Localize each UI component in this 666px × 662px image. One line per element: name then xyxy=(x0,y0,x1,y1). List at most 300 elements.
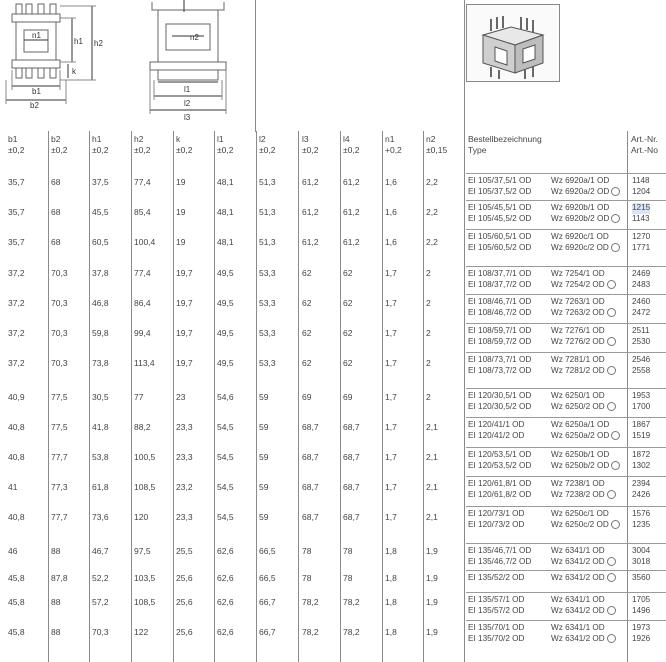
table-cell-k: 19,7 xyxy=(176,328,193,338)
type-designation: EI 135/57/2 OD xyxy=(468,605,525,615)
table-cell-n2: 2,2 xyxy=(426,237,438,247)
article-number[interactable]: 1576 xyxy=(632,509,651,518)
table-cell-n1: 1,7 xyxy=(385,268,397,278)
table-cell-l3: 61,2 xyxy=(302,177,319,187)
type-designation: EI 120/41/1 OD xyxy=(468,420,525,429)
table-cell-k: 25,5 xyxy=(176,546,193,556)
table-cell-l1: 62,6 xyxy=(217,597,234,607)
table-cell-h2: 100,4 xyxy=(134,237,156,247)
table-cell-b1: 37,2 xyxy=(8,298,25,308)
table-cell-h1: 57,2 xyxy=(92,597,109,607)
article-number[interactable]: 1973 xyxy=(632,623,651,632)
table-cell-b2: 88 xyxy=(51,597,61,607)
tool-designation: Wz 6341/2 OD xyxy=(551,606,616,617)
table-cell-l2: 59 xyxy=(259,452,269,462)
table-cell-l4: 68,7 xyxy=(343,512,360,522)
article-number[interactable]: 1215 xyxy=(632,203,651,212)
tool-designation: Wz 6920b/1 OD xyxy=(551,203,610,212)
table-cell-b1: 46 xyxy=(8,546,18,556)
article-number[interactable]: 2394 xyxy=(632,479,651,488)
table-cell-l2: 59 xyxy=(259,422,269,432)
table-cell-l1: 54,5 xyxy=(217,452,234,462)
row-separator xyxy=(466,592,666,593)
article-number[interactable]: 2511 xyxy=(632,326,650,335)
row-separator xyxy=(466,294,666,295)
type-designation: EI 108/37,7/2 OD xyxy=(468,279,532,289)
table-cell-l4: 78 xyxy=(343,573,353,583)
article-number[interactable]: 1143 xyxy=(632,213,650,223)
article-number[interactable]: 1148 xyxy=(632,176,650,185)
note-badge-icon xyxy=(611,187,620,196)
table-cell-l1: 62,6 xyxy=(217,546,234,556)
table-cell-h2: 122 xyxy=(134,627,149,637)
table-cell-h1: 46,7 xyxy=(92,546,109,556)
article-number[interactable]: 1204 xyxy=(632,186,651,196)
table-cell-n1: 1,7 xyxy=(385,358,397,368)
table-cell-h1: 45,5 xyxy=(92,207,109,217)
article-number[interactable]: 2558 xyxy=(632,365,651,375)
bobbin-side-view-drawing xyxy=(144,0,234,124)
table-cell-h1: 61,8 xyxy=(92,482,109,492)
table-cell-b2: 88 xyxy=(51,546,61,556)
table-cell-l4: 61,2 xyxy=(343,207,360,217)
column-tolerance: ±0,2 xyxy=(176,145,193,155)
table-cell-l3: 78,2 xyxy=(302,627,319,637)
article-number[interactable]: 2460 xyxy=(632,297,651,306)
note-badge-icon xyxy=(611,243,620,252)
diagram-label-k: k xyxy=(72,67,76,76)
note-badge-icon xyxy=(607,606,616,615)
column-header-n2 xyxy=(426,134,447,156)
table-cell-h2: 77,4 xyxy=(134,268,151,278)
column-divider xyxy=(89,131,90,662)
table-cell-n1: 1,8 xyxy=(385,546,397,556)
note-badge-icon xyxy=(607,490,616,499)
column-symbol: l2 xyxy=(259,134,266,144)
article-number[interactable]: 1953 xyxy=(632,391,651,400)
type-designation: EI 120/61,8/1 OD xyxy=(468,479,532,488)
table-cell-h1: 60,5 xyxy=(92,237,109,247)
table-cell-l1: 49,5 xyxy=(217,328,234,338)
type-designation: EI 135/70/2 OD xyxy=(468,633,525,643)
article-number[interactable]: 1496 xyxy=(632,605,651,615)
column-divider xyxy=(464,0,465,662)
type-designation: EI 105/60,5/2 OD xyxy=(468,242,532,252)
table-cell-l1: 48,1 xyxy=(217,177,234,187)
type-designation: EI 105/37,5/1 OD xyxy=(468,176,532,185)
diagram-label-l3: l3 xyxy=(184,113,191,122)
table-cell-l4: 62 xyxy=(343,268,353,278)
column-divider xyxy=(340,131,341,662)
table-cell-l3: 61,2 xyxy=(302,207,319,217)
table-cell-h1: 37,8 xyxy=(92,268,109,278)
column-tolerance: ±0,2 xyxy=(259,145,276,155)
table-cell-h1: 73,6 xyxy=(92,512,109,522)
column-header-l4 xyxy=(343,134,359,156)
table-cell-h1: 59,8 xyxy=(92,328,109,338)
note-badge-icon xyxy=(607,634,616,643)
tool-designation: Wz 6250c/2 OD xyxy=(551,520,620,531)
tool-designation: Wz 6920c/1 OD xyxy=(551,232,609,241)
table-cell-n2: 2,1 xyxy=(426,452,438,462)
note-badge-icon xyxy=(607,573,616,582)
column-symbol: k xyxy=(176,134,181,144)
table-cell-h1: 30,5 xyxy=(92,392,109,402)
type-designation: EI 135/70/1 OD xyxy=(468,623,525,632)
tool-designation: Wz 6920b/2 OD xyxy=(551,214,620,225)
table-cell-l1: 62,6 xyxy=(217,573,234,583)
tool-designation: Wz 6250a/2 OD xyxy=(551,431,620,442)
type-designation: EI 120/53,5/2 OD xyxy=(468,460,532,470)
article-number[interactable]: 1519 xyxy=(632,430,651,440)
drawing-divider xyxy=(255,0,256,132)
row-separator xyxy=(466,543,666,544)
type-designation: EI 105/37,5/2 OD xyxy=(468,186,532,196)
table-cell-n2: 2,1 xyxy=(426,482,438,492)
column-tolerance: ±0,2 xyxy=(217,145,234,155)
note-badge-icon xyxy=(611,431,620,440)
table-cell-h1: 37,5 xyxy=(92,177,109,187)
table-cell-n2: 2 xyxy=(426,358,431,368)
type-designation: EI 120/73/2 OD xyxy=(468,519,525,529)
table-cell-b2: 70,3 xyxy=(51,268,68,278)
table-cell-l4: 78,2 xyxy=(343,597,360,607)
table-cell-l2: 53,3 xyxy=(259,298,276,308)
table-cell-b2: 70,3 xyxy=(51,358,68,368)
table-cell-b2: 77,7 xyxy=(51,452,68,462)
article-number[interactable]: 2483 xyxy=(632,279,651,289)
table-cell-l4: 69 xyxy=(343,392,353,402)
table-cell-l1: 48,1 xyxy=(217,207,234,217)
table-cell-b1: 35,7 xyxy=(8,207,25,217)
table-cell-l3: 69 xyxy=(302,392,312,402)
type-designation: EI 135/57/1 OD xyxy=(468,595,525,604)
type-designation: EI 120/41/2 OD xyxy=(468,430,525,440)
row-separator xyxy=(466,570,666,571)
table-cell-k: 23,3 xyxy=(176,452,193,462)
column-symbol: n1 xyxy=(385,134,395,144)
table-cell-n1: 1,6 xyxy=(385,237,397,247)
table-cell-l1: 54,5 xyxy=(217,512,234,522)
table-cell-b1: 40,8 xyxy=(8,512,25,522)
column-tolerance: ±0,2 xyxy=(302,145,319,155)
table-cell-l4: 62 xyxy=(343,358,353,368)
table-cell-l1: 49,5 xyxy=(217,268,234,278)
table-cell-h1: 46,8 xyxy=(92,298,109,308)
table-cell-n1: 1,7 xyxy=(385,512,397,522)
table-cell-l2: 59 xyxy=(259,512,269,522)
article-number[interactable]: 1270 xyxy=(632,232,651,241)
column-tolerance: ±0,2 xyxy=(134,145,151,155)
tool-designation: Wz 7276/1 OD xyxy=(551,326,605,335)
table-cell-l1: 48,1 xyxy=(217,237,234,247)
table-cell-b2: 70,3 xyxy=(51,328,68,338)
type-designation: EI 105/45,5/2 OD xyxy=(468,213,532,223)
table-cell-l2: 51,3 xyxy=(259,237,276,247)
table-cell-b1: 40,8 xyxy=(8,452,25,462)
table-cell-h2: 108,5 xyxy=(134,597,156,607)
type-designation: EI 135/46,7/2 OD xyxy=(468,556,532,566)
table-cell-k: 23,3 xyxy=(176,422,193,432)
tool-designation: Wz 7281/1 OD xyxy=(551,355,605,364)
article-number[interactable]: 3004 xyxy=(632,546,651,555)
note-badge-icon xyxy=(607,557,616,566)
table-cell-n2: 1,9 xyxy=(426,573,438,583)
table-cell-b2: 68 xyxy=(51,237,61,247)
row-separator xyxy=(466,266,666,267)
row-separator xyxy=(466,476,666,477)
type-designation: EI 108/73,7/2 OD xyxy=(468,365,532,375)
table-cell-n1: 1,7 xyxy=(385,328,397,338)
article-number[interactable]: 1771 xyxy=(632,242,651,252)
column-symbol: h1 xyxy=(92,134,102,144)
table-cell-k: 23,2 xyxy=(176,482,193,492)
table-cell-b1: 41 xyxy=(8,482,18,492)
table-cell-n2: 1,9 xyxy=(426,627,438,637)
column-divider xyxy=(298,131,299,662)
table-cell-n1: 1,8 xyxy=(385,597,397,607)
table-cell-k: 19 xyxy=(176,207,186,217)
article-number[interactable]: 3560 xyxy=(632,573,651,582)
note-badge-icon xyxy=(607,337,616,346)
product-image-frame xyxy=(466,4,560,82)
article-number[interactable]: 1235 xyxy=(632,519,651,529)
article-number[interactable]: 1867 xyxy=(632,420,651,429)
table-cell-h2: 97,5 xyxy=(134,546,151,556)
table-cell-b2: 70,3 xyxy=(51,298,68,308)
tool-designation: Wz 6250/2 OD xyxy=(551,402,616,413)
tool-designation: Wz 6341/1 OD xyxy=(551,595,605,604)
table-cell-b2: 77,5 xyxy=(51,422,68,432)
order-designation-label: Bestellbezeichnung xyxy=(468,134,542,144)
table-cell-n1: 1,7 xyxy=(385,482,397,492)
table-cell-l4: 61,2 xyxy=(343,177,360,187)
table-cell-l2: 66,7 xyxy=(259,627,276,637)
tool-designation: Wz 6341/2 OD xyxy=(551,634,616,645)
tool-designation: Wz 6920c/2 OD xyxy=(551,243,620,254)
tool-designation: Wz 6341/1 OD xyxy=(551,546,605,555)
table-cell-b1: 40,9 xyxy=(8,392,25,402)
tool-designation: Wz 7254/2 OD xyxy=(551,280,616,291)
column-divider xyxy=(214,131,215,662)
diagram-label-b1: b1 xyxy=(32,87,41,96)
table-cell-b1: 37,2 xyxy=(8,358,25,368)
table-cell-k: 23,3 xyxy=(176,512,193,522)
table-cell-l2: 51,3 xyxy=(259,177,276,187)
article-number[interactable]: 3018 xyxy=(632,556,651,566)
column-header-k xyxy=(176,134,192,156)
type-designation: EI 120/61,8/2 OD xyxy=(468,489,532,499)
tool-designation: Wz 6920a/1 OD xyxy=(551,176,610,185)
table-cell-n2: 2,1 xyxy=(426,512,438,522)
article-number-label: Art.-Nr. xyxy=(631,134,658,144)
row-separator xyxy=(466,352,666,353)
article-number[interactable]: 1926 xyxy=(632,633,651,643)
table-cell-n1: 1,7 xyxy=(385,452,397,462)
column-divider xyxy=(627,131,628,662)
table-cell-l1: 49,5 xyxy=(217,298,234,308)
table-cell-l4: 78,2 xyxy=(343,627,360,637)
article-number[interactable]: 2472 xyxy=(632,307,651,317)
table-cell-l4: 68,7 xyxy=(343,452,360,462)
table-cell-l3: 62 xyxy=(302,358,312,368)
tool-designation: Wz 7276/2 OD xyxy=(551,337,616,348)
article-number[interactable]: 2469 xyxy=(632,269,651,278)
tool-designation: Wz 6341/2 OD xyxy=(551,557,616,568)
column-header-l2 xyxy=(259,134,275,156)
diagram-label-b2: b2 xyxy=(30,101,39,110)
table-cell-h1: 52,2 xyxy=(92,573,109,583)
column-divider xyxy=(48,131,49,662)
table-cell-b2: 77,5 xyxy=(51,392,68,402)
note-badge-icon xyxy=(611,214,620,223)
table-cell-h2: 99,4 xyxy=(134,328,151,338)
article-number-sub: Art.-No xyxy=(631,145,658,155)
column-header-h1 xyxy=(92,134,108,156)
table-cell-b2: 77,3 xyxy=(51,482,68,492)
column-header-b1 xyxy=(8,134,24,156)
type-designation: EI 108/59,7/1 OD xyxy=(468,326,532,335)
row-separator xyxy=(466,173,666,174)
column-header-h2 xyxy=(134,134,150,156)
table-cell-l1: 49,5 xyxy=(217,358,234,368)
table-cell-k: 19,7 xyxy=(176,298,193,308)
article-number[interactable]: 1302 xyxy=(632,460,651,470)
table-cell-b1: 40,8 xyxy=(8,422,25,432)
column-header-l3 xyxy=(302,134,318,156)
article-number[interactable]: 2426 xyxy=(632,489,651,499)
tool-designation: Wz 6250/1 OD xyxy=(551,391,605,400)
column-symbol: b2 xyxy=(51,134,61,144)
table-cell-h2: 113,4 xyxy=(134,358,155,368)
column-symbol: n2 xyxy=(426,134,436,144)
tool-designation: Wz 6341/1 OD xyxy=(551,623,605,632)
article-number[interactable]: 1700 xyxy=(632,401,651,411)
table-cell-b1: 45,8 xyxy=(8,627,25,637)
table-cell-l1: 54,5 xyxy=(217,482,234,492)
table-cell-k: 25,6 xyxy=(176,573,193,583)
table-cell-n2: 1,9 xyxy=(426,597,438,607)
table-cell-l3: 68,7 xyxy=(302,512,319,522)
table-cell-l3: 62 xyxy=(302,298,312,308)
column-header-n1 xyxy=(385,134,402,156)
table-cell-l3: 78 xyxy=(302,573,312,583)
article-number[interactable]: 1705 xyxy=(632,595,651,604)
table-cell-b2: 77,7 xyxy=(51,512,68,522)
table-cell-b2: 68 xyxy=(51,207,61,217)
table-cell-b2: 88 xyxy=(51,627,61,637)
column-symbol: b1 xyxy=(8,134,18,144)
table-cell-n1: 1,6 xyxy=(385,207,397,217)
table-cell-h2: 77,4 xyxy=(134,177,151,187)
article-number[interactable]: 2546 xyxy=(632,355,651,364)
tool-designation: Wz 7254/1 OD xyxy=(551,269,605,278)
table-cell-n1: 1,7 xyxy=(385,298,397,308)
table-cell-h2: 88,2 xyxy=(134,422,151,432)
order-designation-sub: Type xyxy=(468,145,487,155)
table-cell-l3: 62 xyxy=(302,268,312,278)
note-badge-icon xyxy=(611,461,620,470)
table-cell-l4: 62 xyxy=(343,328,353,338)
column-tolerance: ±0,2 xyxy=(92,145,109,155)
row-separator xyxy=(466,200,666,201)
diagram-label-h2: h2 xyxy=(94,39,103,48)
diagram-label-h1: h1 xyxy=(74,37,83,46)
column-header-b2 xyxy=(51,134,67,156)
column-tolerance: +0,2 xyxy=(385,145,402,155)
table-cell-l2: 66,5 xyxy=(259,573,276,583)
row-separator xyxy=(466,388,666,389)
row-separator xyxy=(466,447,666,448)
type-designation: EI 120/53,5/1 OD xyxy=(468,450,532,459)
column-header-l1 xyxy=(217,134,233,156)
table-cell-l4: 68,7 xyxy=(343,422,360,432)
diagram-label-n2: n2 xyxy=(190,33,199,42)
note-badge-icon xyxy=(607,366,616,375)
table-cell-l2: 53,3 xyxy=(259,358,276,368)
table-cell-k: 19,7 xyxy=(176,268,193,278)
table-cell-b2: 68 xyxy=(51,177,61,187)
table-cell-n2: 2 xyxy=(426,298,431,308)
table-cell-l1: 54,5 xyxy=(217,422,234,432)
type-designation: EI 135/46,7/1 OD xyxy=(468,546,532,555)
tool-designation: Wz 7263/1 OD xyxy=(551,297,605,306)
column-divider xyxy=(256,131,257,662)
table-cell-n1: 1,7 xyxy=(385,422,397,432)
diagram-label-l1: l1 xyxy=(184,85,191,94)
table-cell-l3: 78 xyxy=(302,546,312,556)
table-cell-l4: 61,2 xyxy=(343,237,360,247)
row-separator xyxy=(466,620,666,621)
type-designation: EI 120/30,5/2 OD xyxy=(468,401,532,411)
tool-designation: Wz 6250b/2 OD xyxy=(551,461,620,472)
table-cell-h2: 108,5 xyxy=(134,482,156,492)
bobbin-3d-image xyxy=(467,5,559,81)
tool-designation: Wz 7238/1 OD xyxy=(551,479,605,488)
table-cell-k: 19 xyxy=(176,177,186,187)
table-cell-l2: 66,7 xyxy=(259,597,276,607)
table-cell-l3: 78,2 xyxy=(302,597,319,607)
row-separator xyxy=(466,506,666,507)
order-designation-header xyxy=(468,134,542,156)
note-badge-icon xyxy=(607,308,616,317)
column-divider xyxy=(382,131,383,662)
column-symbol: h2 xyxy=(134,134,144,144)
table-cell-b1: 45,8 xyxy=(8,597,25,607)
tool-designation: Wz 7263/2 OD xyxy=(551,308,616,319)
table-cell-h2: 77 xyxy=(134,392,144,402)
note-badge-icon xyxy=(611,520,620,529)
table-cell-n1: 1,8 xyxy=(385,573,397,583)
table-cell-n2: 2,2 xyxy=(426,177,438,187)
note-badge-icon xyxy=(607,402,616,411)
table-cell-l1: 54,6 xyxy=(217,392,234,402)
type-designation: EI 105/45,5/1 OD xyxy=(468,203,532,212)
type-designation: EI 108/73,7/1 OD xyxy=(468,355,532,364)
table-cell-n1: 1,6 xyxy=(385,177,397,187)
article-number[interactable]: 2530 xyxy=(632,336,651,346)
tool-designation: Wz 6250a/1 OD xyxy=(551,420,610,429)
table-cell-l4: 62 xyxy=(343,298,353,308)
article-number[interactable]: 1872 xyxy=(632,450,651,459)
type-designation: EI 105/60,5/1 OD xyxy=(468,232,532,241)
type-designation: EI 108/46,7/2 OD xyxy=(468,307,532,317)
table-cell-l3: 68,7 xyxy=(302,422,319,432)
type-designation: EI 120/73/1 OD xyxy=(468,509,525,518)
table-cell-n1: 1,7 xyxy=(385,392,397,402)
table-cell-l2: 53,3 xyxy=(259,268,276,278)
table-cell-h1: 41,8 xyxy=(92,422,109,432)
